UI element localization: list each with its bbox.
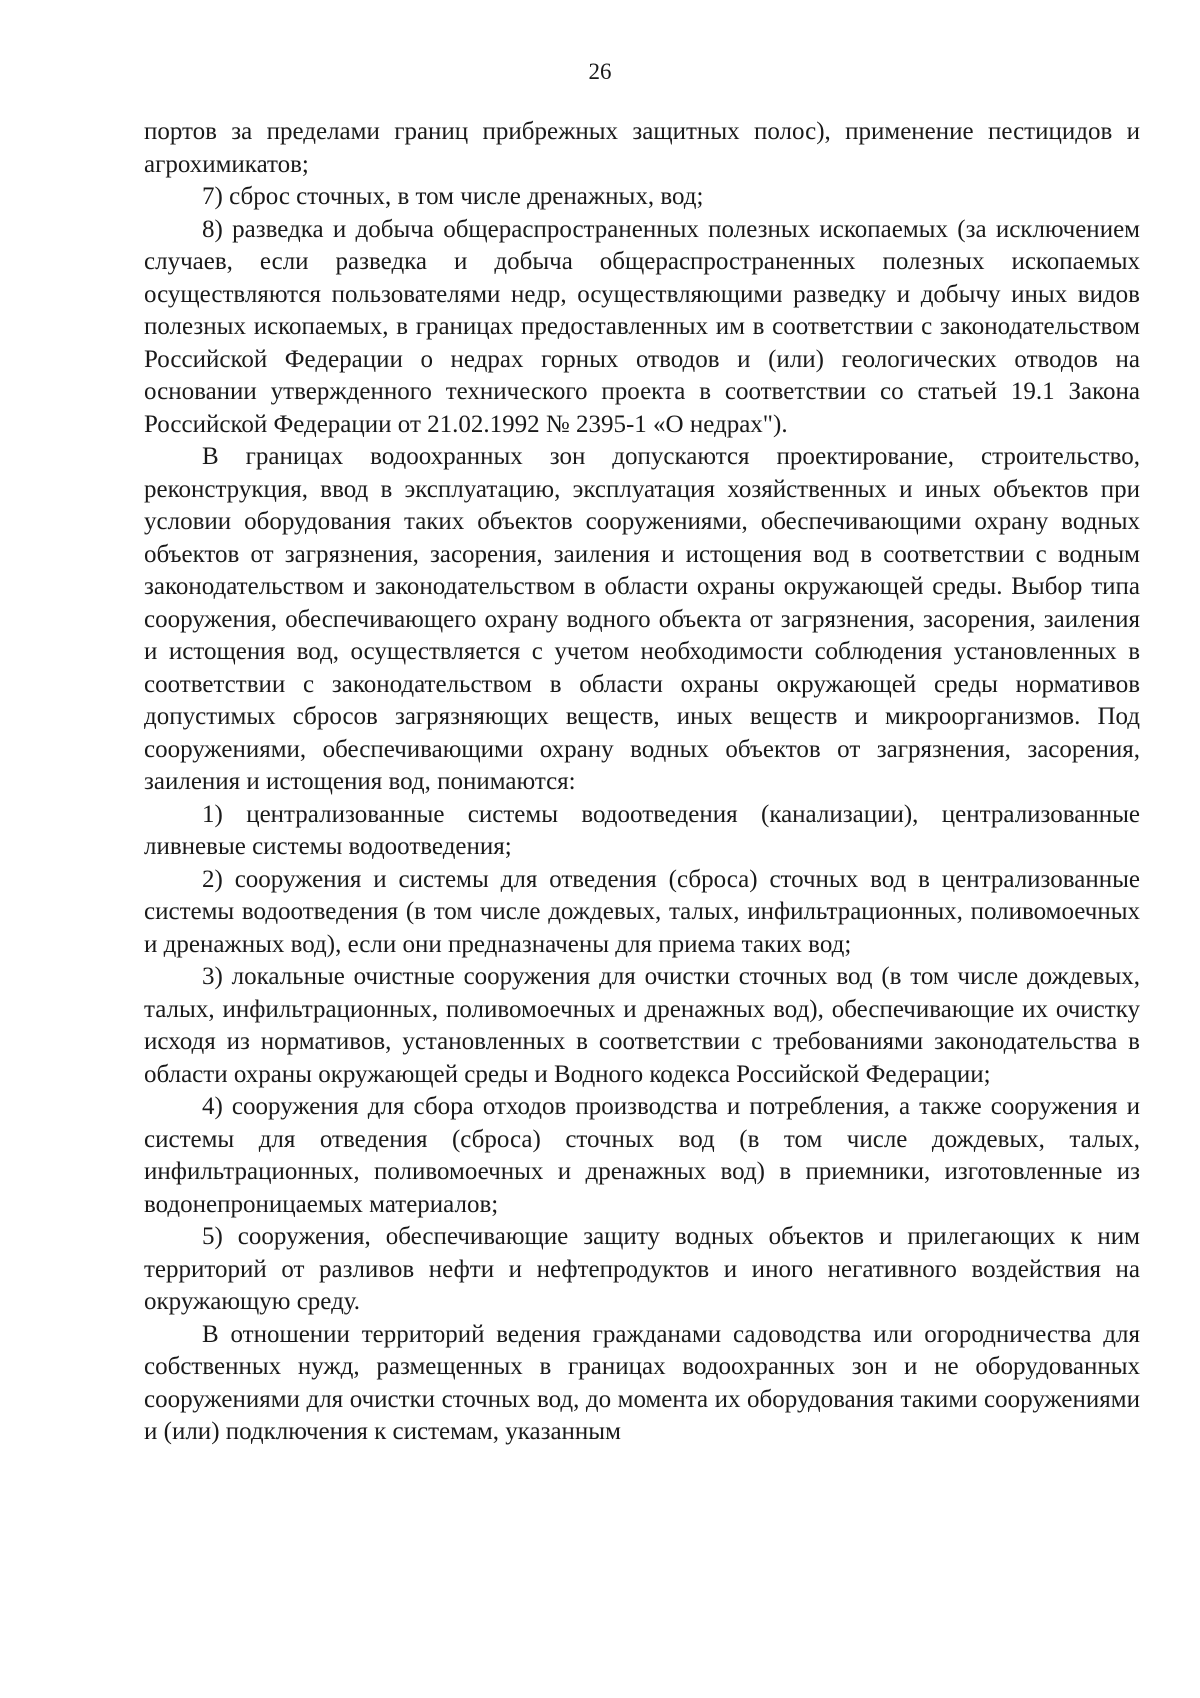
list-item: 5) сооружения, обеспечивающие защиту водных объектов и прилегающих к ним территорий от разливов нефти и нефтепродуктов и иного негативного воздействия на окружающую среду. [144, 1223, 1140, 1315]
paragraph: В отношении территорий ведения гражданами садоводства или огородничества для собственных нужд, размещенных в границах водоохранных зон и не оборудованных сооружениями для очистки сточных вод, до момента их оборудования такими сооружениями и (или) подключения к системам, указанным [144, 1320, 1140, 1445]
paragraph: В границах водоохранных зон допускаются проектирование, строительство, реконструкция, ввод в эксплуатацию, эксплуатация хозяйственных и иных объектов при условии оборудования таких объектов сооружениями, обеспечивающими охрану водных объектов от загрязнения, засорения, заиления и истощения вод в соответствии с водным законодательством и законодательством в области охраны окружающей среды. Выбор типа сооружения, обеспечивающего охрану водного объекта от загрязнения, засорения, заиления и истощения вод, осуществляется с учетом необходимости соблюдения установленных в соответствии с законодательством в области охраны окружающей среды нормативов допустимых сбросов загрязняющих веществ, иных веществ и микроорганизмов. Под сооружениями, обеспечивающими охрану водных объектов от загрязнения, засорения, заиления и истощения вод, понимаются: [144, 443, 1140, 795]
document-body [144, 116, 1140, 1449]
list-item: 4) сооружения для сбора отходов производства и потребления, а также сооружения и системы для отведения (сброса) сточных вод (в том числе дождевых, талых, инфильтрационных, поливомоечных и дренажных вод) в приемники, изготовленные из водонепроницаемых материалов; [144, 1093, 1140, 1218]
list-item: 2) сооружения и системы для отведения (сброса) сточных вод в централизованные системы водоотведения (в том числе дождевых, талых, инфильтрационных, поливомоечных и дренажных вод), если они предназначены для приема таких вод; [144, 865, 1140, 958]
list-item: 3) локальные очистные сооружения для очистки сточных вод (в том числе дождевых, талых, инфильтрационных, поливомоечных и дренажных вод), обеспечивающие их очистку исходя из нормативов, установленных в соответствии с требованиями законодательства в области охраны окружающей среды и Водного кодекса Российской Федерации; [144, 963, 1140, 1088]
page-number: 26 [588, 59, 612, 84]
list-item: 7) сброс сточных, в том числе дренажных, вод; [202, 183, 704, 210]
paragraph: портов за пределами границ прибрежных защитных полос), применение пестицидов и агрохимикатов; [144, 118, 1140, 178]
list-item: 8) разведка и добыча общераспространенных полезных ископаемых (за исключением случаев, если разведка и добыча общераспространенных полезных ископаемых осуществляются пользователями недр, осуществляющими разведку и добычу иных видов полезных ископаемых, в границах предоставленных им в соответствии с законодательством Российской Федерации о недрах горных отводов и (или) геологических отводов на основании утвержденного технического проекта в соответствии со статьей 19.1 Закона Российской Федерации от 21.02.1992 № 2395-1 «О недрах"). [144, 215, 1140, 438]
list-item: 1) централизованные системы водоотведения (канализации), централизованные ливневые системы водоотведения; [144, 800, 1140, 860]
